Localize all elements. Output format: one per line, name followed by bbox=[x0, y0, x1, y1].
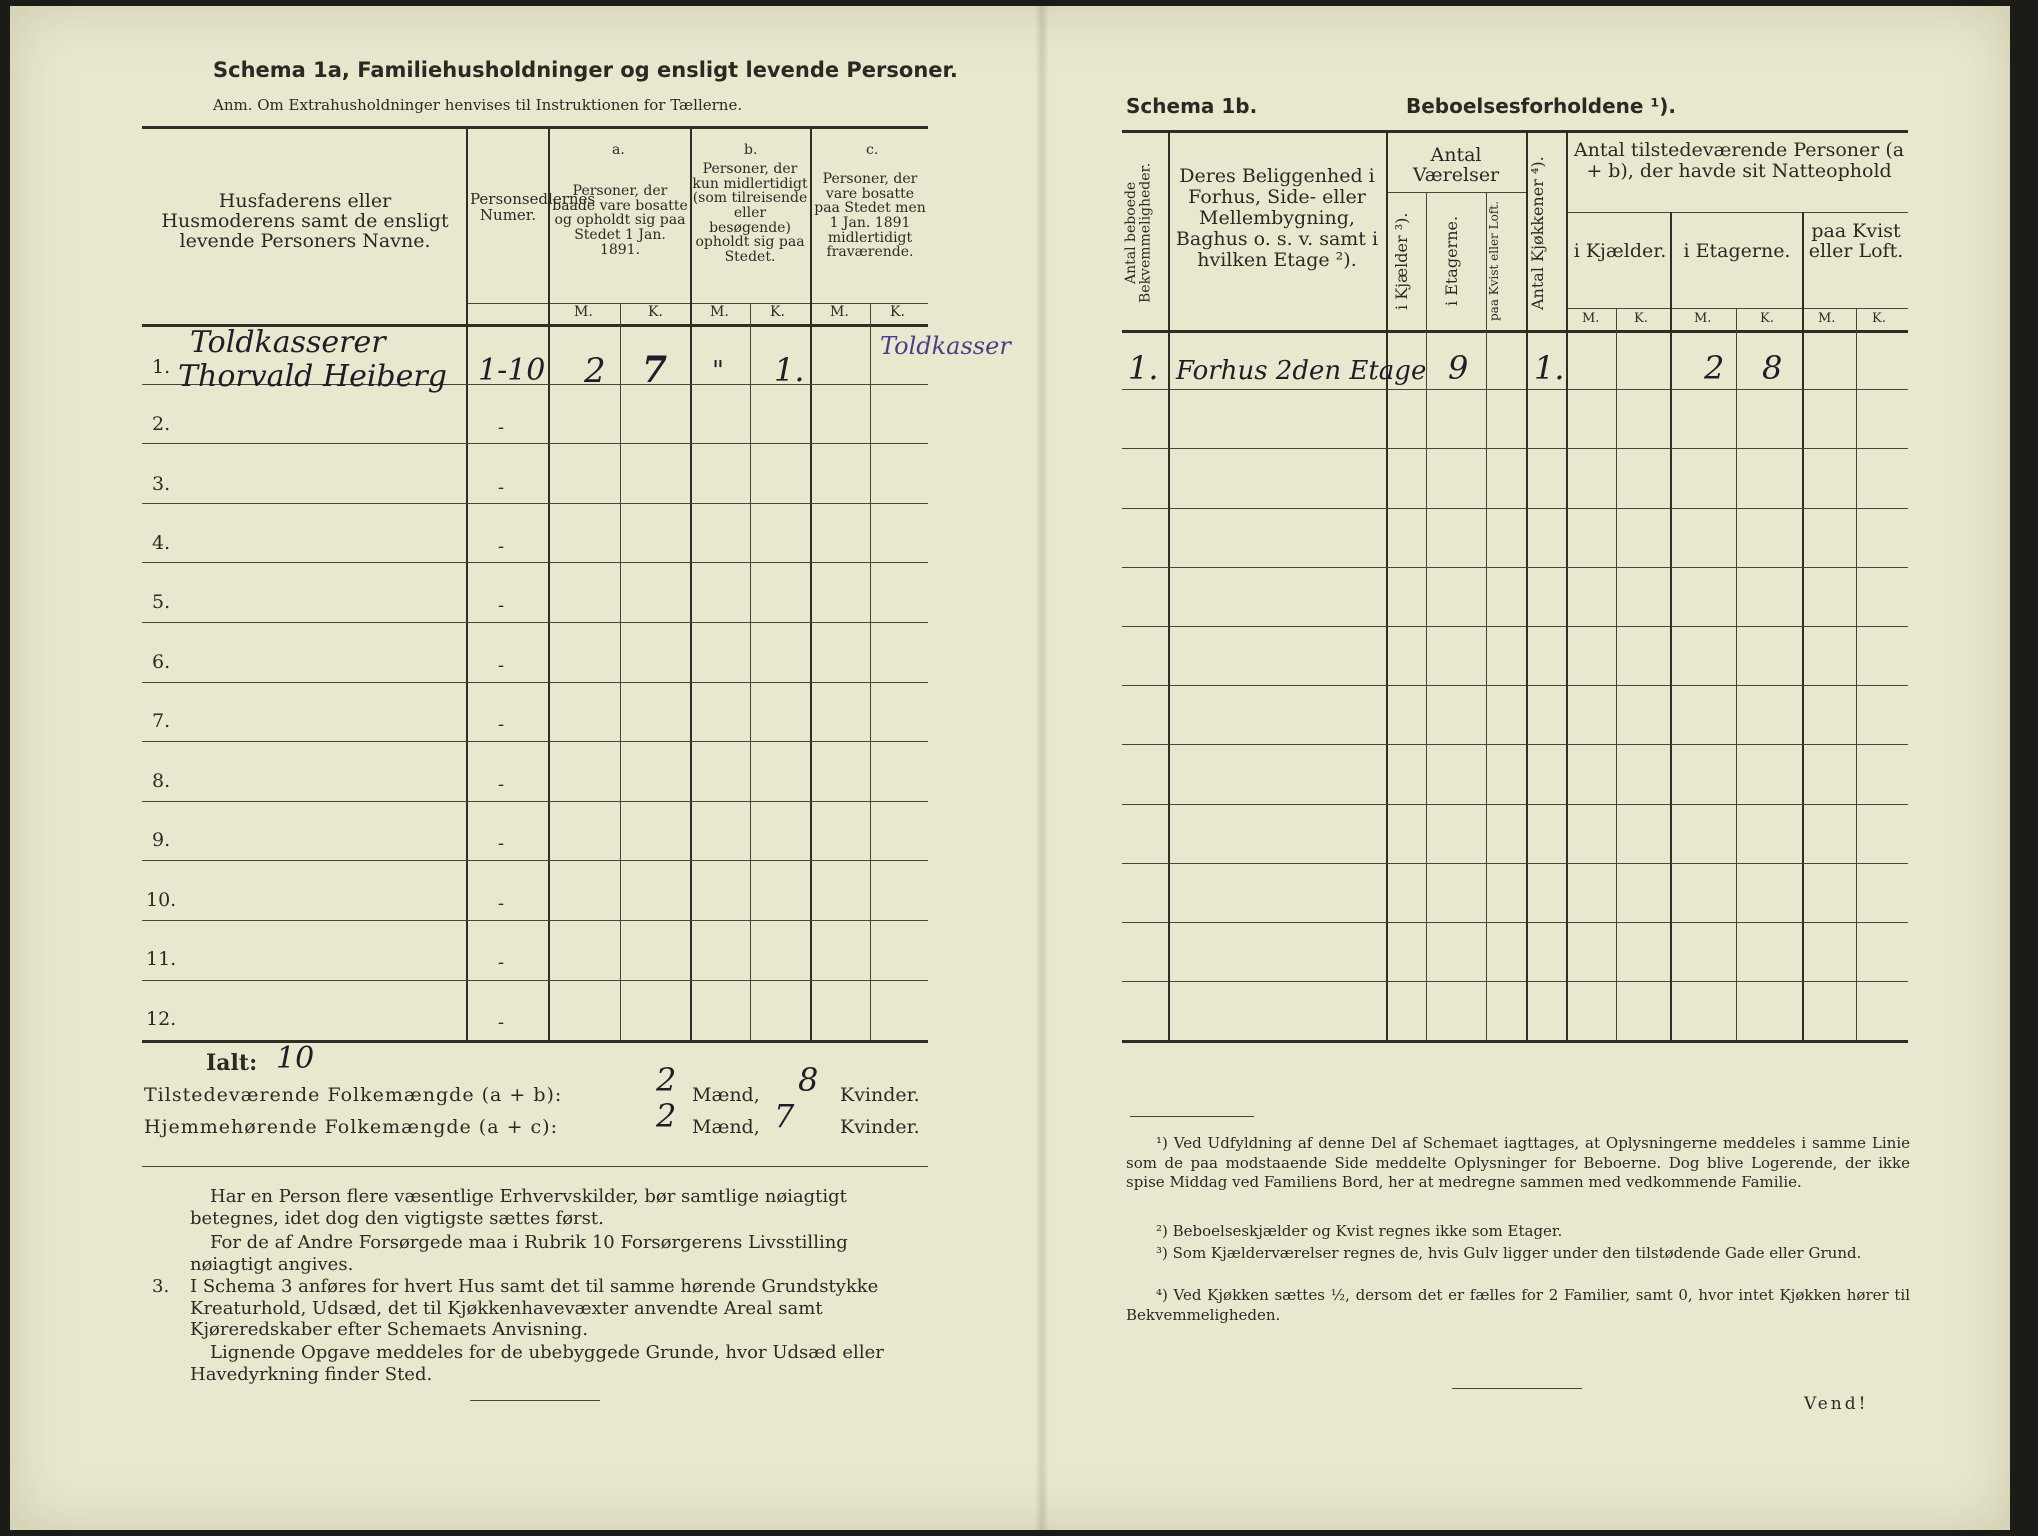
ialt-value: 10 bbox=[276, 1041, 315, 1076]
right-row-rule bbox=[1122, 804, 1908, 805]
hand-c-note: Toldkasser bbox=[880, 332, 1011, 360]
left-vline bbox=[750, 303, 751, 1040]
col-belig-header: Deres Beliggenhed i Forhus, Side- eller Mellembygning, Baghus o. s. v. samt i hvilken Etage ²). bbox=[1175, 165, 1379, 271]
right-row-rule bbox=[1122, 863, 1908, 864]
right-vline bbox=[1736, 308, 1737, 1040]
anm-note: Anm. Om Extrahusholdninger henvises til Instruktionen for Tællerne. bbox=[213, 96, 743, 114]
left-mk-line bbox=[466, 303, 928, 304]
left-row-rule bbox=[142, 801, 928, 802]
hand-b-k: 1. bbox=[774, 351, 805, 389]
left-vline bbox=[466, 126, 468, 1040]
num-dash: - bbox=[498, 595, 505, 616]
row-number: 11. bbox=[146, 948, 177, 970]
paa-k: K. bbox=[1872, 311, 1886, 326]
instruction-1: Har en Person flere væsentlige Erhvervskilder, bør samtlige nøiagtigt betegnes, idet dog den vigtigste sættes først. bbox=[190, 1186, 847, 1229]
hand-et-m: 2 bbox=[1704, 349, 1725, 387]
col-a-header: Personer, der baade vare bosatte og opholdt sig paa Stedet 1 Jan. 1891. bbox=[552, 183, 688, 258]
paa-m: M. bbox=[1818, 311, 1836, 326]
col-num-header: Personsedlernes Numer. bbox=[470, 190, 596, 224]
col-paa-header: paa Kvist eller Loft. bbox=[1808, 220, 1904, 262]
instruction-3: I Schema 3 anføres for hvert Hus samt det til samme hørende Grundstykke Kreaturhold, Udsæd, det til Kjøkkenhavevæxter anvendte Areal samt Kjøreredskaber efter Schemaets Anvisning. bbox=[190, 1276, 879, 1341]
ialt-label: Ialt: bbox=[206, 1050, 258, 1076]
tilst-maend: Mænd, bbox=[692, 1084, 760, 1106]
row-number: 7. bbox=[152, 710, 171, 732]
vaer-line bbox=[1386, 192, 1528, 193]
hand-etag: 9 bbox=[1448, 349, 1469, 387]
col-a-m: M. bbox=[574, 304, 593, 320]
hand-et-k: 8 bbox=[1762, 349, 1783, 387]
col-c-header: Personer, der vare bosatte paa Stedet men 1 Jan. 1891 midlertidigt fraværende. bbox=[814, 171, 926, 261]
hjem-label: Hjemmehørende Folkemængde (a + c): bbox=[144, 1116, 558, 1138]
hand-name: Thorvald Heiberg bbox=[178, 359, 447, 394]
col-b-header: Personer, der kun midlertidigt (som tilreisende eller besøgende) opholdt sig paa Stedet. bbox=[692, 161, 808, 266]
right-mk-line bbox=[1568, 308, 1908, 309]
col-c-m: M. bbox=[830, 304, 849, 320]
num-dash: - bbox=[498, 714, 505, 735]
col-vaer-header: Antal Værelser bbox=[1412, 144, 1500, 186]
right-header-bottom bbox=[1122, 330, 1908, 333]
left-row-rule bbox=[142, 562, 928, 563]
col-bekv-header: Antal beboede Bekvemmeligheder. bbox=[1123, 162, 1154, 304]
right-row-rule bbox=[1122, 922, 1908, 923]
row-number: 8. bbox=[152, 770, 171, 792]
left-row-rule bbox=[142, 503, 928, 504]
col-b-letter: b. bbox=[744, 142, 758, 158]
left-vline bbox=[810, 126, 812, 1040]
footnote-3: ³) Som Kjælderværelser regnes de, hvis Gulv ligger under den tilstødende Gade eller Grund. bbox=[1156, 1244, 1862, 1262]
hand-person-numbers: 1-10 bbox=[478, 353, 546, 388]
col-a-k: K. bbox=[648, 304, 663, 320]
hand-belig: Forhus 2den Etage bbox=[1176, 356, 1427, 386]
tilst-kvinder: Kvinder. bbox=[840, 1084, 920, 1106]
right-row-rule bbox=[1122, 567, 1908, 568]
row-number: 1. bbox=[152, 356, 171, 378]
row-number: 3. bbox=[152, 473, 171, 495]
row-number: 5. bbox=[152, 591, 171, 613]
left-table-bottom bbox=[142, 1040, 928, 1043]
schema-1b-title: Schema 1b. bbox=[1126, 94, 1258, 118]
col-b-m: M. bbox=[710, 304, 729, 320]
left-row-rule bbox=[142, 741, 928, 742]
hjem-kvinder: Kvinder. bbox=[840, 1116, 920, 1138]
page-fold bbox=[1035, 6, 1049, 1530]
row-number: 6. bbox=[152, 651, 171, 673]
left-row-rule bbox=[142, 980, 928, 981]
col-c-k: K. bbox=[890, 304, 905, 320]
schema-1a-title: Schema 1a, Familiehusholdninger og ensligt levende Personer. bbox=[213, 58, 958, 82]
hand-a-m: 2 bbox=[584, 351, 606, 391]
tilst-line bbox=[1568, 212, 1908, 213]
right-row-rule bbox=[1122, 448, 1908, 449]
beboelse-title: Beboelsesforholdene ¹). bbox=[1406, 94, 1676, 118]
tilst-label: Tilstedeværende Folkemængde (a + b): bbox=[144, 1084, 563, 1106]
col-ikj-header: i Kjælder. bbox=[1573, 240, 1667, 262]
num-dash: - bbox=[498, 1012, 505, 1033]
row-number: 2. bbox=[152, 413, 171, 435]
instruction-2: For de af Andre Forsørgede maa i Rubrik 10 Forsørgerens Livsstilling nøiagtigt angives. bbox=[190, 1232, 848, 1275]
footnote-4: ⁴) Ved Kjøkken sættes ½, dersom det er fælles for 2 Familier, samt 0, hvor intet Kjøkken hører til Bekvemmeligheden. bbox=[1126, 1286, 1910, 1324]
num-dash: - bbox=[498, 477, 505, 498]
left-row-rule bbox=[142, 920, 928, 921]
iet-m: M. bbox=[1694, 311, 1712, 326]
right-vline bbox=[1856, 308, 1857, 1040]
right-table-bottom bbox=[1122, 1040, 1908, 1043]
col-kjokken-header: Antal Kjøkkener ⁴). bbox=[1528, 156, 1547, 310]
left-row-rule bbox=[142, 682, 928, 683]
hjem-kvinder-value: 7 bbox=[774, 1097, 795, 1135]
col-etag-header: i Etagerne. bbox=[1442, 215, 1461, 307]
end-rule bbox=[1452, 1388, 1582, 1389]
num-dash: - bbox=[498, 655, 505, 676]
instruction-3-num: 3. bbox=[152, 1276, 170, 1297]
right-row-rule bbox=[1122, 981, 1908, 982]
hand-b-m: " bbox=[712, 356, 724, 386]
right-row-rule bbox=[1122, 685, 1908, 686]
right-row-rule bbox=[1122, 508, 1908, 509]
col-kvist-header: paa Kvist eller Loft. bbox=[1487, 201, 1501, 321]
num-dash: - bbox=[498, 833, 505, 854]
right-row-rule bbox=[1122, 626, 1908, 627]
tilst-kvinder-value: 8 bbox=[798, 1061, 819, 1099]
num-dash: - bbox=[498, 893, 505, 914]
col-kjaelder-header: i Kjælder ³). bbox=[1392, 212, 1411, 310]
right-row-rule bbox=[1122, 744, 1908, 745]
col-name-header: Husfaderens eller Husmoderens samt de ensligt levende Personers Navne. bbox=[161, 190, 449, 252]
iet-k: K. bbox=[1760, 311, 1774, 326]
num-dash: - bbox=[498, 536, 505, 557]
left-vline bbox=[870, 303, 871, 1040]
hand-kjokken: 1. bbox=[1534, 349, 1565, 387]
right-vline bbox=[1616, 308, 1617, 1040]
instr-divider bbox=[142, 1166, 928, 1167]
col-a-letter: a. bbox=[612, 142, 625, 158]
num-dash: - bbox=[498, 417, 505, 438]
instruction-4: Lignende Opgave meddeles for de ubebyggede Grunde, hvor Udsæd eller Havedyrkning finder Sted. bbox=[190, 1342, 884, 1385]
col-iet-header: i Etagerne. bbox=[1683, 240, 1791, 262]
right-vline bbox=[1426, 192, 1427, 1040]
right-vline bbox=[1168, 130, 1170, 1040]
col-c-letter: c. bbox=[866, 142, 879, 158]
right-table-top bbox=[1122, 130, 1908, 133]
tilst-maend-value: 2 bbox=[656, 1061, 677, 1099]
left-vline bbox=[548, 126, 550, 1040]
left-row-rule bbox=[142, 622, 928, 623]
num-dash: - bbox=[498, 774, 505, 795]
left-row-rule bbox=[142, 860, 928, 861]
col-tilst-header: Antal tilstedeværende Personer (a + b), der havde sit Natteophold bbox=[1573, 139, 1905, 182]
num-dash: - bbox=[498, 952, 505, 973]
ikj-k: K. bbox=[1634, 311, 1648, 326]
col-b-k: K. bbox=[770, 304, 785, 320]
right-vline bbox=[1386, 130, 1388, 1040]
vend-label: Vend! bbox=[1804, 1394, 1869, 1414]
footnote-rule bbox=[1130, 1116, 1254, 1117]
right-vline bbox=[1566, 130, 1568, 1040]
row-number: 9. bbox=[152, 829, 171, 851]
footnote-1: ¹) Ved Udfyldning af denne Del af Schemaet iagttages, at Oplysningerne meddeles i samme Linie som de paa modstaaende Side meddelte Oplysninger for Beboerne. Dog blive Logerende, der ikke spise Middag ved Familiens Bord, her at medregne sammen med vedkommende Familie. bbox=[1126, 1134, 1910, 1191]
right-row-rule bbox=[1122, 389, 1908, 390]
row-number: 12. bbox=[146, 1008, 177, 1030]
end-rule bbox=[470, 1400, 600, 1401]
hand-a-k: 7 bbox=[642, 349, 668, 391]
left-row-rule bbox=[142, 443, 928, 444]
hjem-maend: Mænd, bbox=[692, 1116, 760, 1138]
ikj-m: M. bbox=[1582, 311, 1600, 326]
row-number: 10. bbox=[146, 889, 177, 911]
left-vline bbox=[620, 303, 621, 1040]
footnote-2: ²) Beboelseskjælder og Kvist regnes ikke som Etager. bbox=[1156, 1222, 1563, 1240]
hjem-maend-value: 2 bbox=[656, 1097, 677, 1135]
hand-bekv: 1. bbox=[1128, 349, 1159, 387]
hand-occupation: Toldkasserer bbox=[190, 325, 386, 360]
row-number: 4. bbox=[152, 532, 171, 554]
